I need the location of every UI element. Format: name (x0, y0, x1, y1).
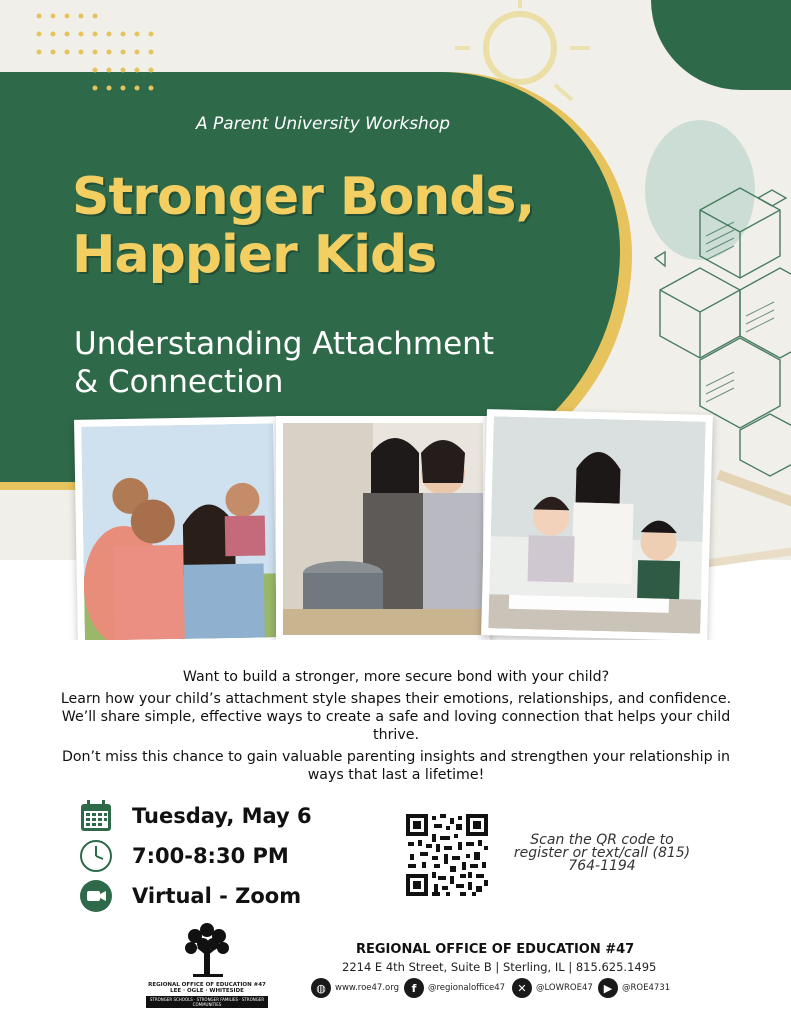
x-icon: ✕ (512, 978, 532, 998)
x-label: @LOWROE47 (536, 983, 593, 993)
description-closing: Don’t miss this chance to gain valuable parenting insights and strengthen your relationship in ways that last a lifetime! (61, 749, 731, 783)
event-time: 7:00-8:30 PM (132, 844, 289, 868)
website-link[interactable] (311, 978, 399, 998)
dot-pattern-decoration (35, 12, 165, 102)
video-camera-icon (78, 878, 114, 914)
event-date-row (78, 798, 312, 834)
page-title (72, 168, 612, 284)
drawing-photo (481, 409, 713, 640)
title-line-1: Stronger Bonds, (72, 167, 535, 227)
description (60, 668, 732, 788)
youtube-icon: ▶ (598, 978, 618, 998)
description-detail: Learn how your child’s attachment style shapes their emotions, relationships, and confidence. We’ll share simple, effective ways to create a safe and loving connection that helps your child thrive. (60, 691, 732, 743)
qr-instructions: Scan the QR code to register or text/call (815) 764-1194 (513, 832, 691, 874)
cooking-photo (276, 416, 490, 640)
calendar-icon (78, 798, 114, 834)
facebook-label: @regionaloffice47 (428, 983, 506, 993)
logo-tagline: STRONGER SCHOOLS · STRONGER FAMILIES · STRONGER COMMUNITIES (146, 996, 268, 1008)
page-subhead (74, 325, 594, 401)
footer-address: 2214 E 4th Street, Suite B | Sterling, IL | 815.625.1495 (342, 960, 657, 974)
family-photo-image (81, 423, 277, 640)
family-photo (74, 416, 284, 640)
website-label: www.roe47.org (335, 983, 399, 993)
drawing-photo-image (488, 416, 705, 633)
event-location: Virtual - Zoom (132, 884, 302, 908)
logo-counties: LEE · OGLE · WHITESIDE (170, 988, 244, 994)
logo-org-name: REGIONAL OFFICE OF EDUCATION #47 (148, 982, 266, 988)
qr-code[interactable] (406, 814, 488, 896)
roe-logo (146, 918, 268, 1008)
subhead-line-1: Understanding Attachment (74, 326, 494, 362)
event-date: Tuesday, May 6 (132, 804, 312, 828)
x-link[interactable] (512, 978, 593, 998)
facebook-icon: f (404, 978, 424, 998)
title-line-2: Happier Kids (72, 225, 437, 285)
event-location-row (78, 878, 301, 914)
facebook-link[interactable] (404, 978, 505, 998)
workshop-subtitle: A Parent University Workshop (196, 114, 451, 134)
description-intro: Want to build a stronger, more secure bond with your child? (182, 669, 610, 685)
cooking-photo-image (283, 423, 483, 635)
event-time-row (78, 838, 289, 874)
subhead-line-2: & Connection (74, 364, 284, 400)
footer-org-name: REGIONAL OFFICE OF EDUCATION #47 (356, 942, 635, 957)
tree-logo-icon (177, 918, 237, 978)
youtube-label: @ROE4731 (622, 983, 671, 993)
clock-icon (78, 838, 114, 874)
globe-icon: ◍ (311, 978, 331, 998)
youtube-link[interactable] (598, 978, 670, 998)
